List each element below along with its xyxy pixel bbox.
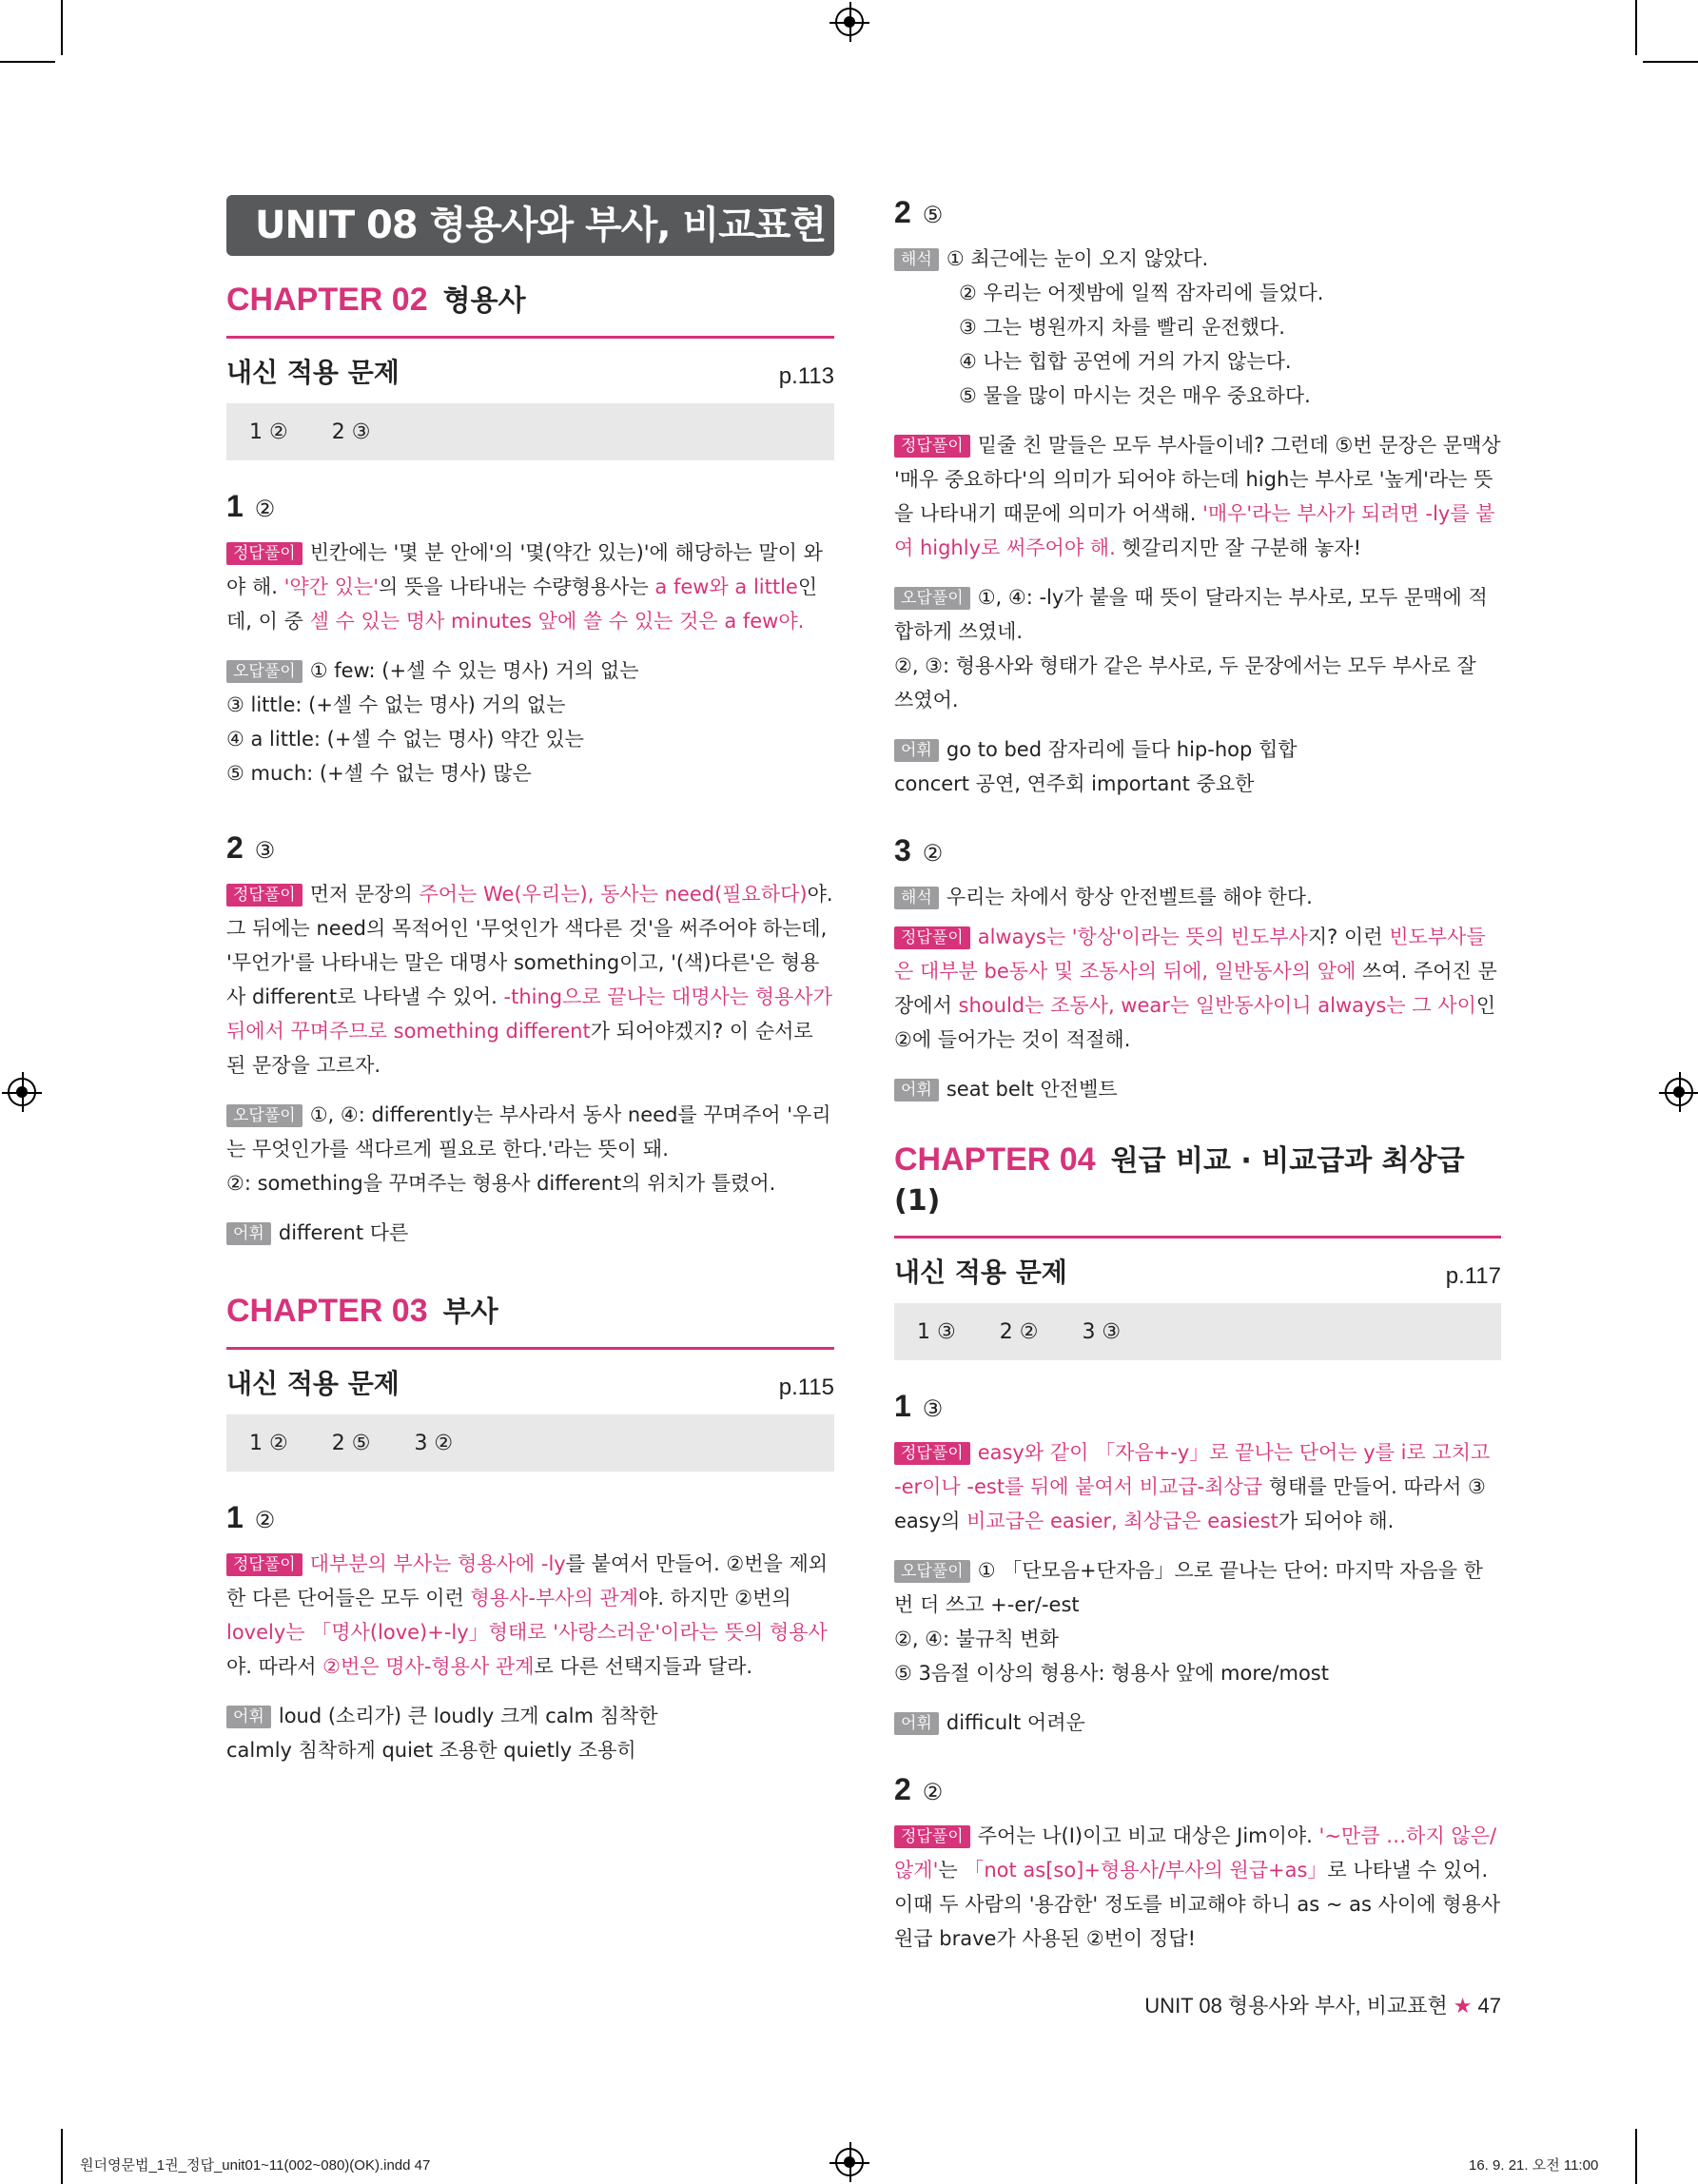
answer-explanation-tag: 정답풀이 [894, 1825, 970, 1848]
explanation-answer: 정답풀이 대부분의 부사는 형용사에 -ly를 붙여서 만들어. ②번을 제외한 다른 단어들은 모두 이런 형용사-부사의 관계야. 하지만 ②번의 lovely는 「명사(love)+-ly」형태로 '사랑스러운'이라는 뜻의 형용사야. 따라서 ②번은 명사-형용사 관계로 다른 선택지들과 달라. [226, 1552, 829, 1678]
section-title: 내신 적용 문제 [226, 1368, 400, 1399]
unit-banner: UNIT 08 형용사와 부사, 비교표현 [226, 195, 834, 256]
wrong-explanation-tag: 오답풀이 [894, 587, 970, 610]
chapter-title: 원급 비교 · 비교급과 최상급(1) [894, 1144, 1465, 1218]
vocabulary-tag: 어휘 [894, 739, 939, 762]
chapter-03-heading [226, 1292, 834, 1350]
vocabulary-tag: 어휘 [894, 1712, 939, 1735]
answer-explanation-tag: 정답풀이 [894, 1442, 970, 1465]
answer-key-box [226, 1414, 834, 1472]
question-number: 1 ② [226, 1500, 276, 1534]
crop-mark [61, 0, 63, 55]
translation: 해석 ① 최근에는 눈이 오지 않았다. ② 우리는 어젯밤에 일찍 잠자리에 들었다. ③ 그는 병원까지 차를 빨리 운전했다. ④ 나는 힙합 공연에 거의 가지 않는다. ⑤ 물을 많이 마시는 것은 매우 중요하다. [894, 242, 1501, 413]
left-column [226, 195, 834, 1767]
translation: 해석 우리는 차에서 항상 안전벨트를 해야 한다. [894, 880, 1501, 914]
running-title: UNIT 08 형용사와 부사, 비교표현 [1144, 1994, 1448, 2018]
crop-mark [61, 2129, 63, 2184]
question-number: 2 ⑤ [894, 195, 944, 229]
question-number: 1 ③ [894, 1389, 944, 1423]
answer-item: 2 ③ [331, 419, 371, 444]
explanation-answer: 정답풀이 밑줄 친 말들은 모두 부사들이네? 그런데 ⑤번 문장은 문맥상 '매우 중요하다'의 의미가 되어야 하는데 high는 부사로 '높게'라는 뜻을 나타내기 때문에 의미가 어색해. '매우'라는 부사가 되려면 -ly를 붙여 highly로 써주어야 해. 헷갈리지만 잘 구분해 놓자! [894, 434, 1501, 559]
page-footer [1144, 1990, 1501, 2019]
answer-key-box [894, 1303, 1501, 1360]
answer-explanation-tag: 정답풀이 [894, 435, 970, 458]
registration-mark-icon [1665, 1078, 1693, 1106]
answer-item: 3 ③ [1082, 1319, 1122, 1344]
page-ref: p.113 [778, 363, 834, 389]
answer-item: 1 ② [249, 1431, 288, 1455]
print-slug-date: 16. 9. 21. 오전 11:00 [1469, 2157, 1599, 2174]
chapter-04-heading [894, 1141, 1501, 1238]
answer-explanation-tag: 정답풀이 [226, 884, 303, 907]
answer-item: 1 ③ [917, 1319, 956, 1344]
print-slug-file: 원더영문법_1권_정답_unit01~11(002~080)(OK).indd 47 [80, 2157, 431, 2174]
explanation-answer: 정답풀이 먼저 문장의 주어는 We(우리는), 동사는 need(필요하다)야. 그 뒤에는 need의 목적어인 '무엇인가 색다른 것'을 써주어야 하는데, '무언가'를 나타내는 말은 대명사 something이고, '(색)다른'은 형용사 different로 나타낼 수 있어. -thing으로 끝나는 대명사는 형용사가 뒤에서 꾸며주므로 something different가 되어야겠지? 이 순서로 된 문장을 고르자. [226, 883, 833, 1077]
registration-mark-icon [835, 2148, 864, 2176]
section-title: 내신 적용 문제 [894, 1257, 1067, 1288]
answer-item: 2 ② [999, 1319, 1039, 1344]
crop-mark [0, 61, 55, 63]
vocabulary: 어휘 difficult 어려운 [894, 1706, 1501, 1740]
vocabulary-tag: 어휘 [894, 1079, 939, 1102]
answer-explanation-tag: 정답풀이 [226, 1553, 303, 1576]
translation-tag: 해석 [894, 248, 939, 271]
translation-tag: 해석 [894, 887, 939, 909]
answer-key-box [226, 403, 834, 460]
explanation-wrong: 오답풀이 ①, ④: differently는 부사라서 동사 need를 꾸며주어 '우리는 무엇인가를 색다르게 필요로 한다.'라는 뜻이 돼. ②: something을 꾸며주는 형용사 different의 위치가 틀렸어. [226, 1103, 831, 1195]
explanation-answer: 정답풀이 주어는 나(I)이고 비교 대상은 Jim이야. '~만큼 …하지 않은/않게'는 「not as[so]+형용사/부사의 원급+as」로 나타낼 수 있어. 이때 두 사람의 '용감한' 정도를 비교해야 하니 as ~ as 사이에 형용사 원급 brave가 사용된 ②번이 정답! [894, 1824, 1501, 1950]
section-title: 내신 적용 문제 [226, 357, 400, 388]
question-number: 2 ③ [226, 830, 276, 865]
star-icon: ★ [1453, 1994, 1473, 2018]
answer-explanation-tag: 정답풀이 [226, 542, 303, 565]
wrong-explanation-tag: 오답풀이 [894, 1560, 970, 1583]
wrong-explanation-tag: 오답풀이 [226, 660, 303, 683]
section-heading [226, 352, 834, 390]
explanation-answer: 정답풀이 빈칸에는 '몇 분 안에'의 '몇(약간 있는)'에 해당하는 말이 와야 해. '약간 있는'의 뜻을 나타내는 수량형용사는 a few와 a little인데, 이 중 셀 수 있는 명사 minutes 앞에 쓸 수 있는 것은 a few야. [226, 541, 823, 633]
explanation-wrong: 오답풀이 ① few: (+셀 수 있는 명사) 거의 없는 ③ little: (+셀 수 없는 명사) 거의 없는 ④ a little: (+셀 수 없는 명사) 약간 있는 ⑤ much: (+셀 수 없는 명사) 많은 [226, 659, 639, 785]
crop-mark [1635, 2129, 1637, 2184]
chapter-title: 부사 [442, 1296, 498, 1329]
question-number: 1 ② [226, 489, 276, 523]
chapter-number: CHAPTER 04 [894, 1141, 1096, 1178]
question-number: 3 ② [894, 833, 944, 868]
section-heading [226, 1363, 834, 1401]
explanation-wrong: 오답풀이 ①, ④: -ly가 붙을 때 뜻이 달라지는 부사로, 모두 문맥에 적합하게 쓰였네. ②, ③: 형용사와 형태가 같은 부사로, 두 문장에서는 모두 부사로 잘 쓰였어. [894, 586, 1488, 712]
registration-mark-icon [835, 8, 864, 36]
answer-explanation-tag: 정답풀이 [894, 926, 970, 949]
page-ref: p.115 [778, 1375, 834, 1400]
vocabulary-tag: 어휘 [226, 1706, 271, 1728]
answer-item: 1 ② [249, 419, 288, 444]
explanation-answer: 정답풀이 always는 '항상'이라는 뜻의 빈도부사지? 이런 빈도부사들은 대부분 be동사 및 조동사의 뒤에, 일반동사의 앞에 쓰여. 주어진 문장에서 should는 조동사, wear는 일반동사이니 always는 그 사이인 ②에 들어가는 것이 적절해. [894, 926, 1497, 1051]
question-number: 2 ② [894, 1772, 944, 1806]
vocabulary: 어휘 different 다른 [226, 1216, 834, 1250]
section-heading [894, 1252, 1501, 1290]
chapter-02-heading [226, 281, 834, 339]
crop-mark [1643, 61, 1698, 63]
registration-mark-icon [8, 1078, 36, 1106]
chapter-title: 형용사 [442, 284, 526, 318]
vocabulary: 어휘 loud (소리가) 큰 loudly 크게 calm 침착한 calmly 침착하게 quiet 조용한 quietly 조용히 [226, 1705, 658, 1762]
chapter-number: CHAPTER 03 [226, 1293, 428, 1329]
answer-item: 2 ⑤ [331, 1431, 371, 1455]
crop-mark [1635, 0, 1637, 55]
vocabulary: 어휘 go to bed 잠자리에 들다 hip-hop 힙합 concert 공연, 연주회 important 중요한 [894, 738, 1298, 795]
explanation-wrong: 오답풀이 ① 「단모음+단자음」으로 끝나는 단어: 마지막 자음을 한 번 더 쓰고 +-er/-est ②, ④: 불규칙 변화 ⑤ 3음절 이상의 형용사: 형용사 앞에 more/most [894, 1559, 1483, 1685]
vocabulary: 어휘 seat belt 안전벨트 [894, 1072, 1501, 1106]
page-ref: p.117 [1445, 1263, 1501, 1289]
explanation-answer: 정답풀이 easy와 같이 「자음+-y」로 끝나는 단어는 y를 i로 고치고 -er이나 -est를 뒤에 붙여서 비교급-최상급 형태를 만들어. 따라서 ③ easy의 비교급은 easier, 최상급은 easiest가 되어야 해. [894, 1441, 1491, 1532]
vocabulary-tag: 어휘 [226, 1222, 271, 1245]
chapter-number: CHAPTER 02 [226, 282, 428, 318]
wrong-explanation-tag: 오답풀이 [226, 1104, 303, 1127]
right-column [894, 195, 1501, 1956]
answer-item: 3 ② [414, 1431, 454, 1455]
page-number: 47 [1477, 1994, 1501, 2018]
